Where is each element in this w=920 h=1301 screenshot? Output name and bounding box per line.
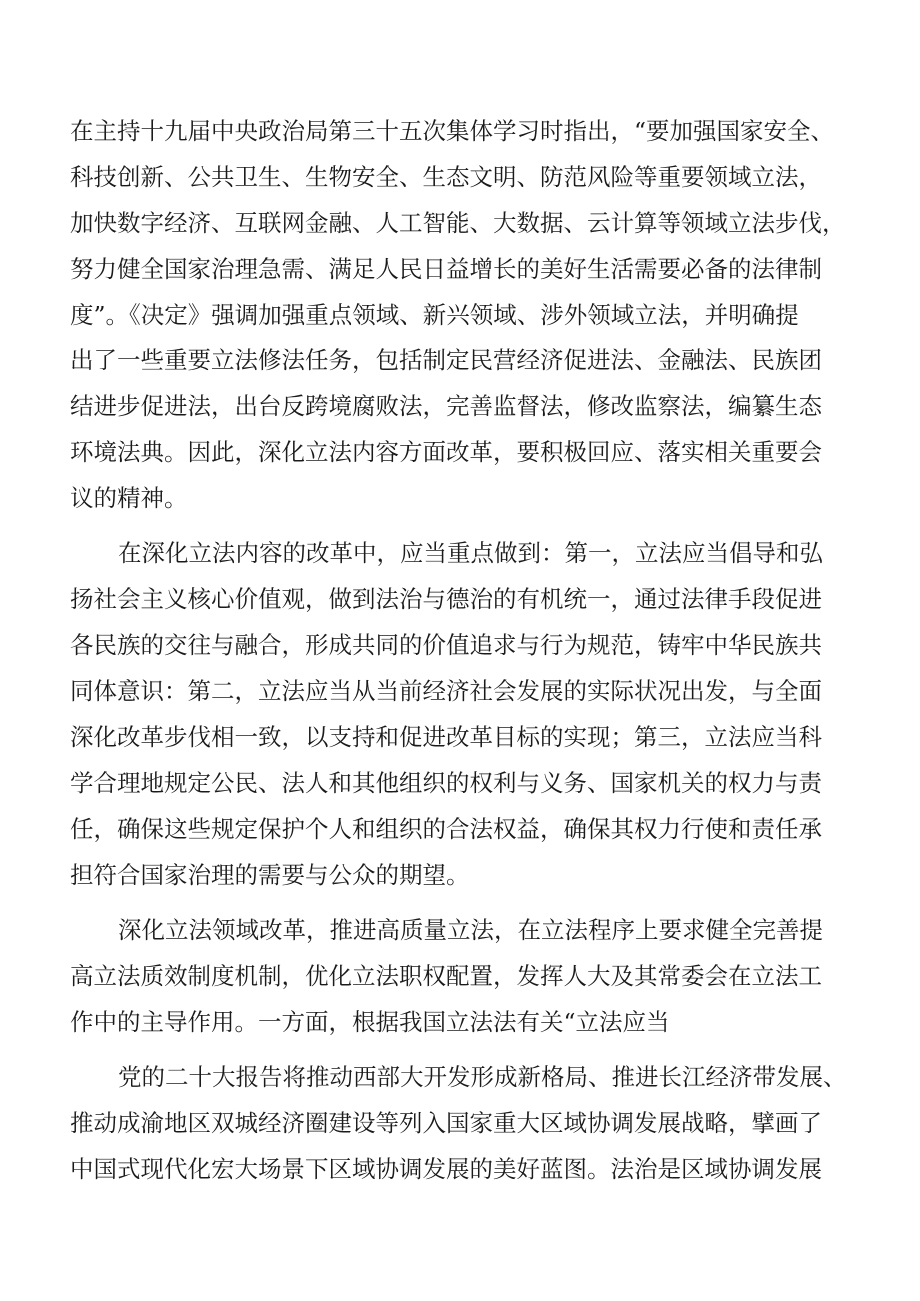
paragraph-line: 议的精神。 (70, 484, 188, 512)
paragraph-line: 担符合国家治理的需要与公众的期望。 (70, 861, 470, 889)
paragraph-line: 作中的主导作用。一方面，根据我国立法法有关“立法应当 (70, 1008, 670, 1036)
paragraph-line: 深化立法领域改革，推进高质量立法，在立法程序上要求健全完善提 (118, 916, 823, 944)
paragraph-line: 同体意识：第二，立法应当从当前经济社会发展的实际状况出发，与全面 (70, 677, 822, 705)
paragraph-line: 扬社会主义核心价值观，做到法治与德治的有机统一，通过法律手段促进 (70, 585, 822, 613)
paragraph-line: 度”。《决定》强调加强重点领域、新兴领域、涉外领域立法，并明确提 (70, 301, 799, 329)
paragraph-line: 加快数字经济、互联网金融、人工智能、大数据、云计算等领域立法步伐， (70, 209, 846, 237)
paragraph-line: 努力健全国家治理急需、满足人民日益增长的美好生活需要必备的法律制 (70, 255, 822, 283)
paragraph-line: 中国式现代化宏大场景下区域协调发展的美好蓝图。法治是区域协调发展 (70, 1155, 822, 1183)
paragraph-line: 推动成渝地区双城经济圈建设等列入国家重大区域协调发展战略，擘画了 (70, 1109, 822, 1137)
paragraph-line: 环境法典。因此，深化立法内容方面改革，要积极回应、落实相关重要会 (70, 438, 822, 466)
paragraph-line: 各民族的交往与融合，形成共同的价值追求与行为规范，铸牢中华民族共 (70, 631, 822, 659)
paragraph-line: 科技创新、公共卫生、生物安全、生态文明、防范风险等重要领域立法， (70, 163, 822, 191)
paragraph-line: 任，确保这些规定保护个人和组织的合法权益，确保其权力行使和责任承 (70, 815, 822, 843)
paragraph-line: 在主持十九届中央政治局第三十五次集体学习时指出，“要加强国家安全、 (70, 117, 835, 145)
paragraph-line: 深化改革步伐相一致，以支持和促进改革目标的实现；第三，立法应当科 (70, 723, 822, 751)
paragraph-line: 学合理地规定公民、法人和其他组织的权利与义务、国家机关的权力与责 (70, 769, 822, 797)
paragraph-line: 出了一些重要立法修法任务，包括制定民营经济促进法、金融法、民族团 (70, 346, 822, 374)
paragraph-line: 高立法质效制度机制，优化立法职权配置，发挥人大及其常委会在立法工 (70, 962, 822, 990)
paragraph-line: 在深化立法内容的改革中，应当重点做到：第一，立法应当倡导和弘 (118, 539, 823, 567)
paragraph-line: 党的二十大报告将推动西部大开发形成新格局、推进长江经济带发展、 (118, 1063, 847, 1091)
paragraph-line: 结进步促进法，出台反跨境腐败法，完善监督法，修改监察法，编纂生态 (70, 392, 822, 420)
